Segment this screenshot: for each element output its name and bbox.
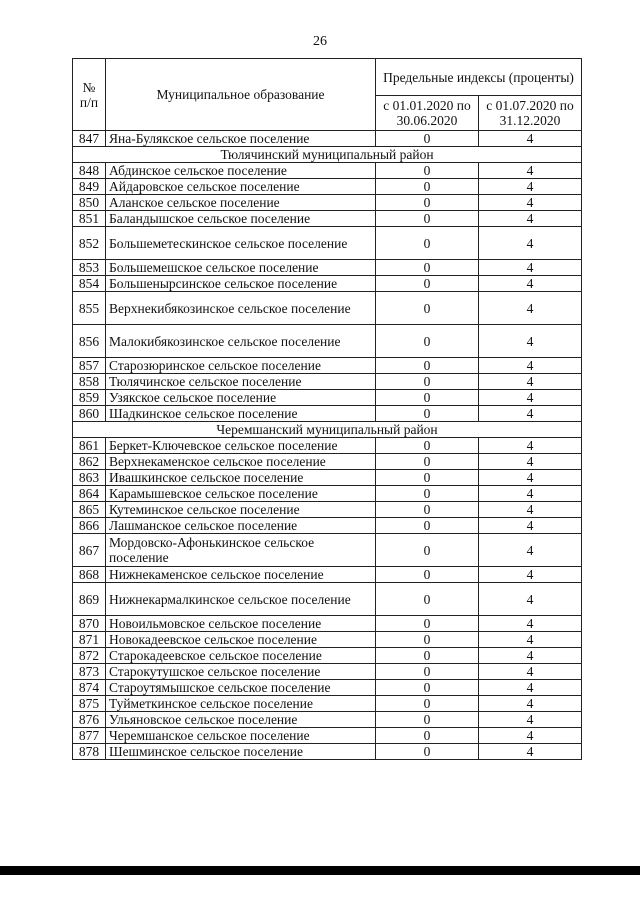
row-number: 867 <box>73 534 106 567</box>
index-period-1: 0 <box>376 728 479 744</box>
row-number: 865 <box>73 502 106 518</box>
municipality-name: Аланское сельское поселение <box>106 195 376 211</box>
index-period-2: 4 <box>479 260 582 276</box>
index-period-2: 4 <box>479 696 582 712</box>
index-period-1: 0 <box>376 438 479 454</box>
municipality-name: Шешминское сельское поселение <box>106 744 376 760</box>
municipality-name: Нижнекармалкинское сельское поселение <box>106 583 376 616</box>
municipality-name: Ульяновское сельское поселение <box>106 712 376 728</box>
row-number: 849 <box>73 179 106 195</box>
table-row <box>73 583 582 616</box>
index-period-1: 0 <box>376 276 479 292</box>
index-period-2: 4 <box>479 583 582 616</box>
index-period-1: 0 <box>376 648 479 664</box>
index-period-2: 4 <box>479 374 582 390</box>
row-number: 875 <box>73 696 106 712</box>
index-period-1: 0 <box>376 470 479 486</box>
municipality-name: Черемшанское сельское поселение <box>106 728 376 744</box>
municipality-name: Большемешское сельское поселение <box>106 260 376 276</box>
index-period-2: 4 <box>479 486 582 502</box>
index-period-2: 4 <box>479 616 582 632</box>
index-period-1: 0 <box>376 664 479 680</box>
index-period-1: 0 <box>376 227 479 260</box>
table-row <box>73 534 582 567</box>
table-row <box>73 358 582 374</box>
table-row <box>73 292 582 325</box>
row-number: 870 <box>73 616 106 632</box>
index-period-1: 0 <box>376 712 479 728</box>
index-period-2: 4 <box>479 632 582 648</box>
row-number: 868 <box>73 567 106 583</box>
table-row <box>73 195 582 211</box>
index-period-2: 4 <box>479 454 582 470</box>
table-body <box>73 131 582 760</box>
index-period-2: 4 <box>479 325 582 358</box>
row-number: 854 <box>73 276 106 292</box>
table-row <box>73 632 582 648</box>
municipality-name: Карамышевское сельское поселение <box>106 486 376 502</box>
municipality-name: Малокибякозинское сельское поселение <box>106 325 376 358</box>
index-period-2: 4 <box>479 728 582 744</box>
index-period-2: 4 <box>479 163 582 179</box>
municipality-name: Новокадеевское сельское поселение <box>106 632 376 648</box>
header-indices: Предельные индексы (проценты) <box>376 59 582 96</box>
municipality-name: Старокадеевское сельское поселение <box>106 648 376 664</box>
index-period-2: 4 <box>479 211 582 227</box>
page-number: 26 <box>313 34 327 49</box>
district-name: Тюлячинский муниципальный район <box>73 147 582 163</box>
row-number: 856 <box>73 325 106 358</box>
municipality-name: Туйметкинское сельское поселение <box>106 696 376 712</box>
municipality-name: Баландышское сельское поселение <box>106 211 376 227</box>
district-heading-row <box>73 422 582 438</box>
district-heading-row <box>73 147 582 163</box>
index-period-1: 0 <box>376 374 479 390</box>
index-period-1: 0 <box>376 680 479 696</box>
scan-border-bar <box>0 866 640 875</box>
municipality-name: Большенырсинское сельское поселение <box>106 276 376 292</box>
index-period-1: 0 <box>376 131 479 147</box>
row-number: 853 <box>73 260 106 276</box>
row-number: 876 <box>73 712 106 728</box>
index-period-2: 4 <box>479 227 582 260</box>
row-number: 873 <box>73 664 106 680</box>
row-number: 858 <box>73 374 106 390</box>
row-number: 859 <box>73 390 106 406</box>
municipality-name: Нижнекаменское сельское поселение <box>106 567 376 583</box>
municipality-name: Верхнекибякозинское сельское поселение <box>106 292 376 325</box>
district-name: Черемшанский муниципальный район <box>73 422 582 438</box>
index-period-2: 4 <box>479 648 582 664</box>
index-period-2: 4 <box>479 712 582 728</box>
header-num: № п/п <box>73 59 106 131</box>
index-period-1: 0 <box>376 583 479 616</box>
row-number: 852 <box>73 227 106 260</box>
index-period-2: 4 <box>479 470 582 486</box>
index-period-2: 4 <box>479 567 582 583</box>
header-municipality: Муниципальное образование <box>106 59 376 131</box>
index-period-2: 4 <box>479 292 582 325</box>
municipality-name: Староутямышское сельское поселение <box>106 680 376 696</box>
table-row <box>73 486 582 502</box>
index-period-1: 0 <box>376 292 479 325</box>
table-row <box>73 276 582 292</box>
index-period-2: 4 <box>479 518 582 534</box>
row-number: 855 <box>73 292 106 325</box>
municipality-name: Новоильмовское сельское поселение <box>106 616 376 632</box>
row-number: 862 <box>73 454 106 470</box>
index-period-1: 0 <box>376 502 479 518</box>
table-row <box>73 163 582 179</box>
table-row <box>73 374 582 390</box>
index-period-1: 0 <box>376 179 479 195</box>
index-period-1: 0 <box>376 632 479 648</box>
row-number: 872 <box>73 648 106 664</box>
row-number: 871 <box>73 632 106 648</box>
row-number: 860 <box>73 406 106 422</box>
table-row <box>73 744 582 760</box>
table-row <box>73 728 582 744</box>
table-row <box>73 502 582 518</box>
index-period-1: 0 <box>376 390 479 406</box>
table-row <box>73 696 582 712</box>
row-number: 847 <box>73 131 106 147</box>
index-period-1: 0 <box>376 260 479 276</box>
municipality-name: Мордовско-Афонькинское сельское поселение <box>106 534 376 567</box>
table-row <box>73 227 582 260</box>
table-row <box>73 179 582 195</box>
municipality-name: Узякское сельское поселение <box>106 390 376 406</box>
municipality-name: Шадкинское сельское поселение <box>106 406 376 422</box>
index-period-1: 0 <box>376 567 479 583</box>
index-period-2: 4 <box>479 179 582 195</box>
index-period-2: 4 <box>479 744 582 760</box>
municipality-name: Старозюринское сельское поселение <box>106 358 376 374</box>
row-number: 863 <box>73 470 106 486</box>
table-row <box>73 567 582 583</box>
row-number: 857 <box>73 358 106 374</box>
municipality-name: Кутеминское сельское поселение <box>106 502 376 518</box>
row-number: 851 <box>73 211 106 227</box>
municipality-name: Верхнекаменское сельское поселение <box>106 454 376 470</box>
municipality-name: Ивашкинское сельское поселение <box>106 470 376 486</box>
row-number: 848 <box>73 163 106 179</box>
header-period-2: с 01.07.2020 по 31.12.2020 <box>479 96 582 131</box>
municipality-name: Тюлячинское сельское поселение <box>106 374 376 390</box>
index-period-2: 4 <box>479 358 582 374</box>
table-row <box>73 518 582 534</box>
row-number: 878 <box>73 744 106 760</box>
table-row <box>73 664 582 680</box>
row-number: 861 <box>73 438 106 454</box>
municipality-name: Большеметескинское сельское поселение <box>106 227 376 260</box>
index-period-1: 0 <box>376 406 479 422</box>
table-row <box>73 712 582 728</box>
table-row <box>73 211 582 227</box>
table-row <box>73 470 582 486</box>
table-row <box>73 680 582 696</box>
table-row <box>73 438 582 454</box>
index-period-2: 4 <box>479 195 582 211</box>
indices-table <box>72 58 582 760</box>
row-number: 866 <box>73 518 106 534</box>
table-row <box>73 406 582 422</box>
municipality-name: Старокутушское сельское поселение <box>106 664 376 680</box>
municipality-name: Лашманское сельское поселение <box>106 518 376 534</box>
index-period-1: 0 <box>376 358 479 374</box>
index-period-1: 0 <box>376 744 479 760</box>
municipality-name: Абдинское сельское поселение <box>106 163 376 179</box>
index-period-1: 0 <box>376 696 479 712</box>
row-number: 877 <box>73 728 106 744</box>
municipality-name: Яна-Булякское сельское поселение <box>106 131 376 147</box>
index-period-1: 0 <box>376 454 479 470</box>
index-period-1: 0 <box>376 486 479 502</box>
index-period-1: 0 <box>376 616 479 632</box>
index-period-2: 4 <box>479 438 582 454</box>
table-row <box>73 616 582 632</box>
municipality-name: Айдаровское сельское поселение <box>106 179 376 195</box>
table-row <box>73 390 582 406</box>
table-header <box>73 59 582 131</box>
index-period-2: 4 <box>479 680 582 696</box>
index-period-2: 4 <box>479 276 582 292</box>
header-period-1: с 01.01.2020 по 30.06.2020 <box>376 96 479 131</box>
index-period-1: 0 <box>376 195 479 211</box>
index-period-1: 0 <box>376 518 479 534</box>
index-period-1: 0 <box>376 534 479 567</box>
index-period-2: 4 <box>479 534 582 567</box>
index-period-2: 4 <box>479 131 582 147</box>
row-number: 869 <box>73 583 106 616</box>
index-period-2: 4 <box>479 390 582 406</box>
table-row <box>73 260 582 276</box>
index-period-1: 0 <box>376 211 479 227</box>
index-period-1: 0 <box>376 163 479 179</box>
table-row <box>73 648 582 664</box>
row-number: 874 <box>73 680 106 696</box>
index-period-2: 4 <box>479 406 582 422</box>
table-row <box>73 454 582 470</box>
row-number: 850 <box>73 195 106 211</box>
index-period-2: 4 <box>479 502 582 518</box>
index-period-1: 0 <box>376 325 479 358</box>
row-number: 864 <box>73 486 106 502</box>
municipality-name: Беркет-Ключевское сельское поселение <box>106 438 376 454</box>
index-period-2: 4 <box>479 664 582 680</box>
table-row <box>73 131 582 147</box>
table-row <box>73 325 582 358</box>
